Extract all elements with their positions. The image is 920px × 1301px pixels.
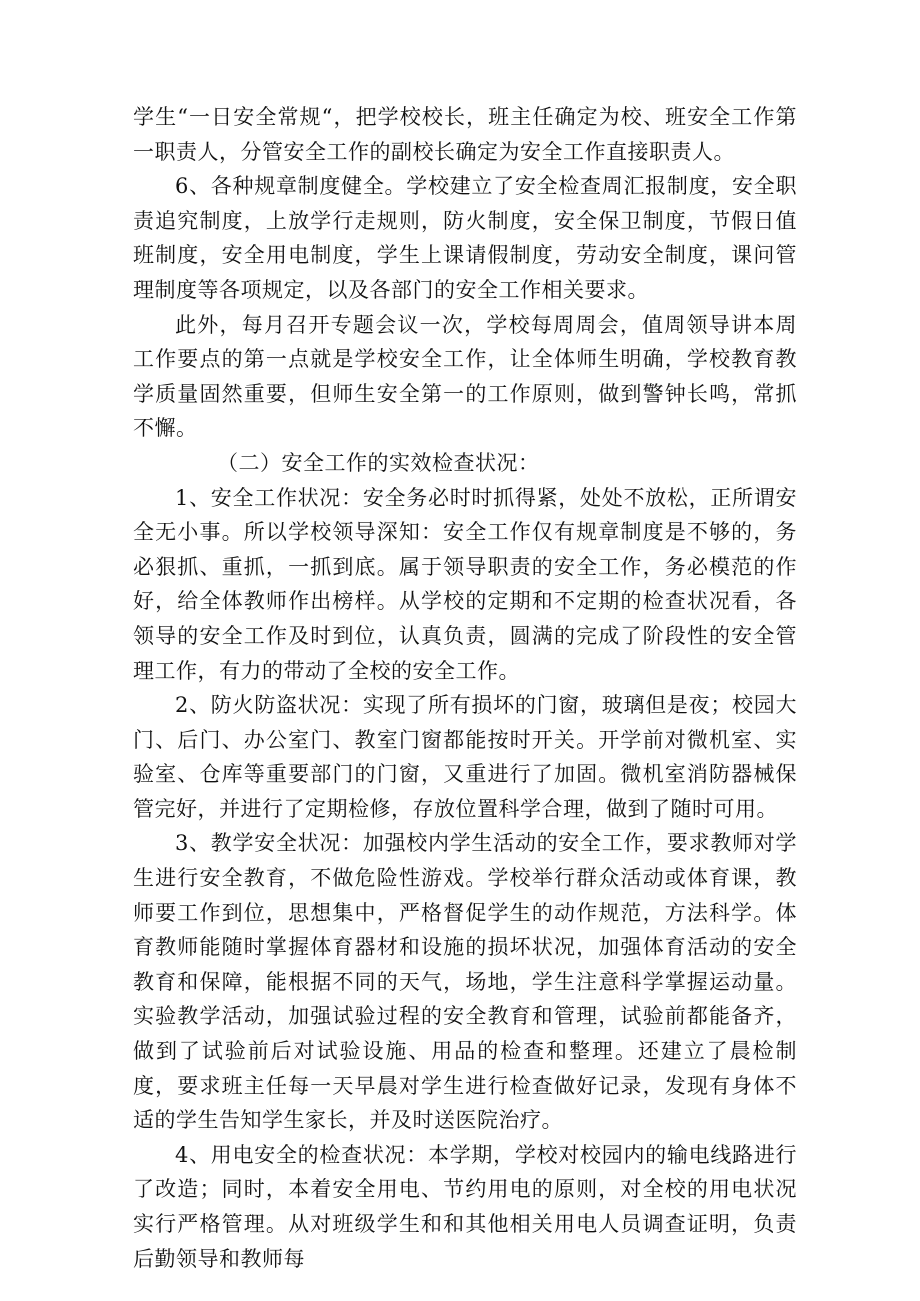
paragraph-rules-system: 6、各种规章制度健全。学校建立了安全检查周汇报制度，安全职责追究制度，上放学行走规则，防火制度，安全保卫制度，节假日值班制度，安全用电制度，学生上课请假制度，劳动安全制度，课问管理制度等各项规定，以及各部门的安全工作相关要求。	[133, 174, 797, 302]
paragraph-monthly-meeting: 此外，每月召开专题会议一次，学校每周周会，值周领导讲本周工作要点的第一点就是学校安全工作，让全体师生明确，学校教育教学质量固然重要，但师生安全第一的工作原则，做到警钟长鸣，常抓不懈。	[133, 312, 797, 441]
section-heading: （二）安全工作的实效检查状况：	[217, 450, 540, 475]
paragraph-fire-theft: 2、防火防盗状况：实现了所有损坏的门窗，玻璃但是夜；校园大门、后门、办公室门、教室门窗都能按时开关。开学前对微机室、实验室、仓库等重要部门的门窗，又重进行了加固。微机室消防器械保管完好，并进行了定期检修，存放位置科学合理，做到了随时可用。	[133, 693, 797, 821]
paragraph-safety-work: 1、安全工作状况：安全务必时时抓得紧，处处不放松，正所谓安全无小事。所以学校领导深知：安全工作仅有规章制度是不够的，务必狠抓、重抓，一抓到底。属于领导职责的安全工作，务必模范的作好，给全体教师作出榜样。从学校的定期和不定期的检查状况看，各领导的安全工作及时到位，认真负责，圆满的完成了阶段性的安全管理工作，有力的带动了全校的安全工作。	[133, 485, 797, 683]
paragraph-teaching-safety: 3、教学安全状况：加强校内学生活动的安全工作，要求教师对学生进行安全教育，不做危险性游戏。学校举行群众活动或体育课，教师要工作到位，思想集中，严格督促学生的动作规范，方法科学。体育教师能随时掌握体育器材和设施的损坏状况，加强体育活动的安全教育和保障，能根据不同的天气，场地，学生注意科学掌握运动量。实验教学活动，加强试验过程的安全教育和管理，试验前都能备齐，做到了试验前后对试验设施、用品的检查和整理。还建立了晨检制度，要求班主任每一天早晨对学生进行检查做好记录，发现有身体不适的学生告知学生家长，并及时送医院治疗。	[133, 831, 797, 1133]
paragraph-continuation: 学生“一日安全常规“，把学校校长，班主任确定为校、班安全工作第一职责人，分管安全工作的副校长确定为安全工作直接职责人。	[133, 105, 797, 164]
paragraph-electricity-safety: 4、用电安全的检查状况：本学期，学校对校园内的输电线路进行了改造；同时，本着安全用电、节约用电的原则，对全校的用电状况实行严格管理。从对班级学生和和其他相关用电人员调查证明，负责后勤领导和教师每	[133, 1142, 797, 1271]
